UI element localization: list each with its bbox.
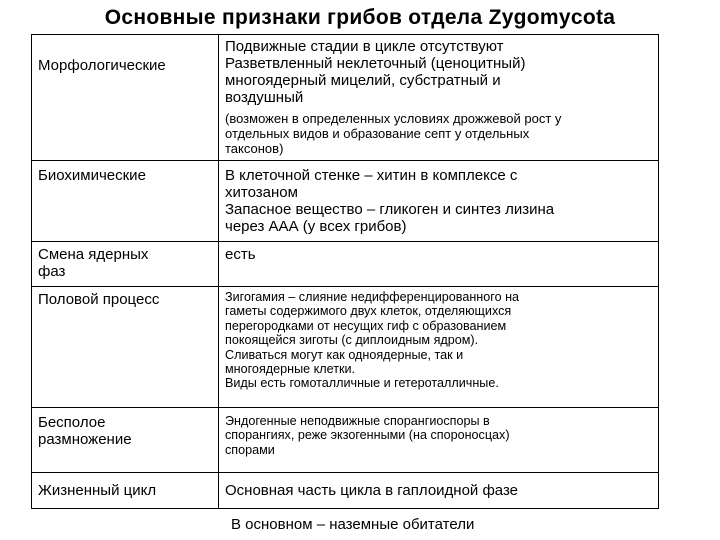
row-value-biochemical [219, 161, 659, 242]
table-row [32, 242, 659, 287]
row-label-nuclear-phases: Смена ядерных фаз [32, 242, 219, 287]
value-line: Запасное вещество – гликоген и синтез лизина через ААА (у всех грибов) [225, 201, 555, 235]
traits-table [31, 34, 659, 509]
value-line: Сливаться могут как одноядерные, так и многоядерные клетки. [225, 347, 464, 377]
value-line: Подвижные стадии в цикле отсутствуют [225, 38, 504, 55]
row-label-asexual-reproduction: Бесполое размножение [32, 408, 219, 473]
row-value-life-cycle [219, 473, 659, 509]
value-line: есть [225, 246, 256, 263]
value-line: Виды есть гомоталличные и гетероталличные. [225, 376, 499, 391]
value-line: Эндогенные неподвижные спорангиоспоры в спорангиях, реже экзогенными (на спороносцах) спорами [225, 414, 510, 457]
value-line: В клеточной стенке – хитин в комплексе с хитозаном [225, 167, 518, 201]
row-value-sexual-process [219, 287, 659, 408]
row-value-nuclear-phases [219, 242, 659, 287]
row-label-biochemical: Биохимические [32, 161, 219, 242]
value-line: Разветвленный неклеточный (ценоцитный) многоядерный мицелий, субстратный и воздушный [225, 55, 526, 106]
table-row [32, 408, 659, 473]
row-label-life-cycle: Жизненный цикл [32, 473, 219, 509]
value-line: Основная часть цикла в гаплоидной фазе [225, 482, 519, 499]
table-row [32, 287, 659, 408]
table-row [32, 161, 659, 242]
row-value-morphology [219, 35, 659, 161]
value-line: Зигогамия – слияние недифференцированного на гаметы содержимого двух клеток, отделяющихся перегородками от несущих гиф с образованием покоящейся зиготы (с диплоидным ядром). [225, 290, 520, 348]
row-label-sexual-process: Половой процесс [32, 287, 219, 408]
table-row [32, 473, 659, 509]
footer-note: В основном – наземные обитатели [231, 516, 475, 533]
row-label-morphology: Морфологические [32, 35, 219, 161]
page-title: Основные признаки грибов отдела Zygomycota [104, 6, 616, 29]
table-row [32, 35, 659, 161]
value-line: (возможен в определенных условиях дрожжевой рост у отдельных видов и образование септ у отдельных таксонов) [225, 111, 562, 156]
row-value-asexual-reproduction [219, 408, 659, 473]
